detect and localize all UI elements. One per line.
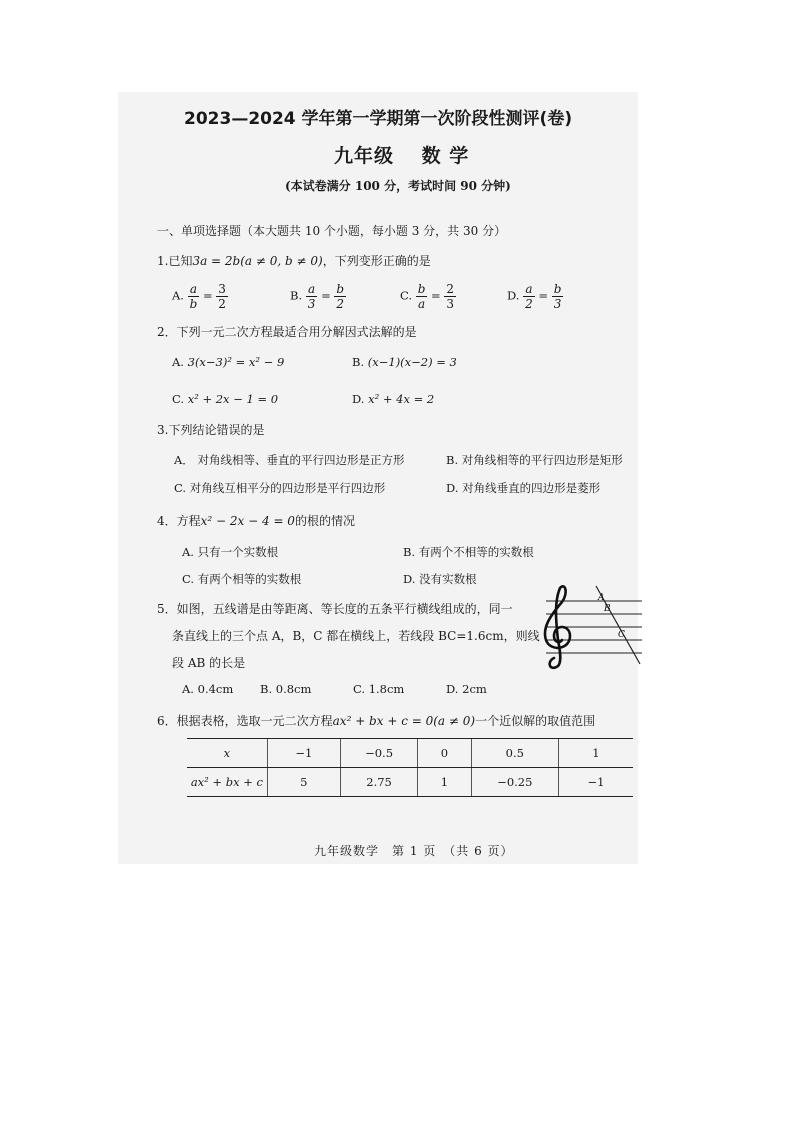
option-text: x² + 2x − 1 = 0 bbox=[187, 392, 279, 406]
q4-option-a[interactable] bbox=[182, 544, 278, 560]
table-cell: 0.5 bbox=[471, 739, 558, 768]
table-row bbox=[187, 768, 633, 797]
q1-option-b[interactable]: B. $\frac{a}{3}$ = $\frac{b}{2}$ bbox=[290, 282, 345, 311]
fraction-den: 2 bbox=[218, 297, 226, 311]
option-letter: B. bbox=[403, 545, 416, 559]
figure-label-b: B bbox=[604, 604, 611, 614]
option-letter: C. bbox=[174, 481, 187, 495]
option-text: 0.8cm bbox=[275, 682, 312, 696]
table-header-cell: ax² + bx + c bbox=[187, 768, 267, 797]
option-letter: B. bbox=[352, 355, 365, 369]
fraction-den: 3 bbox=[307, 297, 316, 311]
option-text: 有两个相等的实数根 bbox=[197, 572, 302, 586]
fraction-num: a bbox=[525, 282, 533, 296]
q1-stem-prefix: 1.已知 bbox=[157, 254, 193, 268]
option-text: 有两个不相等的实数根 bbox=[418, 545, 534, 559]
q3-option-d[interactable] bbox=[446, 480, 600, 496]
option-letter: C. bbox=[182, 572, 195, 586]
fraction-den: b bbox=[189, 297, 198, 311]
fraction-den: 3 bbox=[553, 297, 562, 311]
fraction bbox=[334, 282, 346, 311]
fraction-num: a bbox=[308, 282, 316, 296]
fraction-den: a bbox=[417, 297, 426, 311]
page-footer: 九年级数学 第 1 页 （共 6 页） bbox=[314, 844, 514, 858]
values-table bbox=[187, 738, 633, 797]
fraction-den: 2 bbox=[525, 297, 533, 311]
table-row bbox=[187, 739, 633, 768]
q6-stem-prefix: 6．根据表格，选取一元二次方程 bbox=[157, 714, 333, 728]
option-letter: A. bbox=[172, 288, 184, 303]
fraction bbox=[444, 282, 456, 311]
q2-option-a[interactable] bbox=[172, 355, 284, 369]
fraction-den: 3 bbox=[446, 297, 454, 311]
fraction-den: 2 bbox=[336, 297, 345, 311]
option-text: x² + 4x = 2 bbox=[368, 392, 435, 406]
exam-title: 2023—2024 学年第一学期第一次阶段性测评(卷) bbox=[184, 109, 573, 129]
option-text: (x−1)(x−2) = 3 bbox=[367, 355, 457, 369]
q3-option-b[interactable] bbox=[446, 452, 623, 468]
option-letter: C. bbox=[353, 682, 366, 696]
table-header-cell: x bbox=[187, 739, 267, 768]
option-text: 只有一个实数根 bbox=[197, 545, 279, 559]
fraction-num: 3 bbox=[218, 282, 226, 296]
q1-stem-math: 3a = 2b(a ≠ 0, b ≠ 0) bbox=[192, 254, 323, 268]
table-cell: −1 bbox=[267, 739, 340, 768]
q1-option-c[interactable]: C. $\frac{b}{a}$ = $\frac{2}{3}$ bbox=[400, 282, 454, 311]
q4-stem-math: x² − 2x − 4 = 0 bbox=[200, 514, 295, 528]
option-letter: D. bbox=[352, 392, 365, 406]
option-text: 2cm bbox=[462, 682, 487, 696]
q5-option-a[interactable] bbox=[182, 682, 233, 696]
q4-stem-suffix: 的根的情况 bbox=[294, 514, 355, 528]
figure-label-a: A bbox=[598, 593, 605, 603]
option-text: 对角线相等、垂直的平行四边形是正方形 bbox=[197, 453, 405, 467]
option-text: 3(x−3)² = x² − 9 bbox=[187, 355, 285, 369]
fraction-num: a bbox=[189, 282, 198, 296]
table-cell: 1 bbox=[558, 739, 633, 768]
table-cell: −1 bbox=[558, 768, 633, 797]
option-letter: B. bbox=[290, 288, 303, 303]
table-cell: −0.25 bbox=[471, 768, 558, 797]
section-heading: 一、单项选择题（本大题共 10 个小题，每小题 3 分，共 30 分） bbox=[157, 224, 507, 238]
question-5-line-2: 条直线上的三个点 A，B，C 都在横线上，若线段 BC=1.6cm，则线 bbox=[172, 629, 540, 643]
option-text: 1.8cm bbox=[368, 682, 405, 696]
q6-stem-math: ax² + bx + c = 0(a ≠ 0) bbox=[332, 714, 476, 728]
table-cell: 0 bbox=[418, 739, 471, 768]
option-letter: A. bbox=[182, 545, 194, 559]
q3-option-c[interactable] bbox=[174, 480, 385, 496]
q1-option-d[interactable]: D. $\frac{a}{2}$ = $\frac{b}{3}$ bbox=[507, 282, 562, 311]
option-text: 0.4cm bbox=[197, 682, 234, 696]
exam-subtitle: 九年级 数 学 bbox=[334, 145, 470, 167]
fraction bbox=[306, 282, 318, 311]
q3-option-a[interactable] bbox=[174, 452, 404, 468]
q4-stem-prefix: 4．方程 bbox=[157, 514, 201, 528]
fraction bbox=[216, 282, 228, 311]
option-letter: D. bbox=[446, 481, 459, 495]
fraction-num: b bbox=[336, 282, 345, 296]
option-letter: B. bbox=[446, 453, 459, 467]
table-cell: −0.5 bbox=[340, 739, 417, 768]
fraction bbox=[416, 282, 428, 311]
exam-note: (本试卷满分 100 分，考试时间 90 分钟) bbox=[285, 179, 511, 193]
fraction-num: 2 bbox=[446, 282, 454, 296]
option-letter: C. bbox=[172, 392, 185, 406]
question-4-stem bbox=[157, 512, 355, 529]
question-3-stem: 3.下列结论错误的是 bbox=[157, 423, 265, 437]
q1-option-a[interactable]: A. $\frac{a}{b}$ = $\frac{3}{2}$ bbox=[172, 282, 226, 311]
option-letter: D. bbox=[446, 682, 459, 696]
q6-stem-suffix: 一个近似解的取值范围 bbox=[475, 714, 596, 728]
q5-option-b[interactable] bbox=[260, 682, 311, 696]
fraction-num: b bbox=[553, 282, 562, 296]
q1-stem-suffix: ，下列变形正确的是 bbox=[322, 254, 431, 268]
q2-option-d[interactable] bbox=[352, 392, 434, 406]
option-letter: A. bbox=[172, 355, 184, 369]
option-letter: D. bbox=[403, 572, 416, 586]
fraction bbox=[523, 282, 535, 311]
option-text: 对角线垂直的四边形是菱形 bbox=[462, 481, 601, 495]
option-letter: D. bbox=[507, 288, 520, 303]
q2-option-c[interactable] bbox=[172, 392, 278, 406]
q4-option-d[interactable] bbox=[403, 571, 477, 587]
q5-option-c[interactable] bbox=[353, 682, 404, 696]
option-letter: B. bbox=[260, 682, 273, 696]
option-letter: A． bbox=[174, 453, 194, 467]
question-5-line-1: 5．如图，五线谱是由等距离、等长度的五条平行横线组成的，同一 bbox=[157, 602, 513, 616]
figure-label-c: C bbox=[618, 630, 625, 640]
table-cell: 2.75 bbox=[340, 768, 417, 797]
option-text: 对角线互相平分的四边形是平行四边形 bbox=[189, 481, 386, 495]
q5-option-d[interactable] bbox=[446, 682, 487, 696]
fraction bbox=[188, 282, 200, 311]
option-text: 对角线相等的平行四边形是矩形 bbox=[461, 453, 623, 467]
question-1-stem bbox=[157, 252, 431, 269]
question-6-stem bbox=[157, 712, 595, 729]
fraction bbox=[552, 282, 564, 311]
question-5-line-3: 段 AB 的长是 bbox=[172, 656, 246, 670]
table-cell: 1 bbox=[418, 768, 471, 797]
fraction-num: b bbox=[417, 282, 426, 296]
option-text: 没有实数根 bbox=[419, 572, 477, 586]
table-cell: 5 bbox=[267, 768, 340, 797]
q2-option-b[interactable] bbox=[352, 355, 457, 369]
option-letter: C. bbox=[400, 288, 413, 303]
question-2-stem: 2．下列一元二次方程最适合用分解因式法解的是 bbox=[157, 325, 417, 339]
q4-option-b[interactable] bbox=[403, 544, 534, 560]
music-staff-figure bbox=[536, 580, 644, 672]
option-letter: A. bbox=[182, 682, 194, 696]
q4-option-c[interactable] bbox=[182, 571, 301, 587]
